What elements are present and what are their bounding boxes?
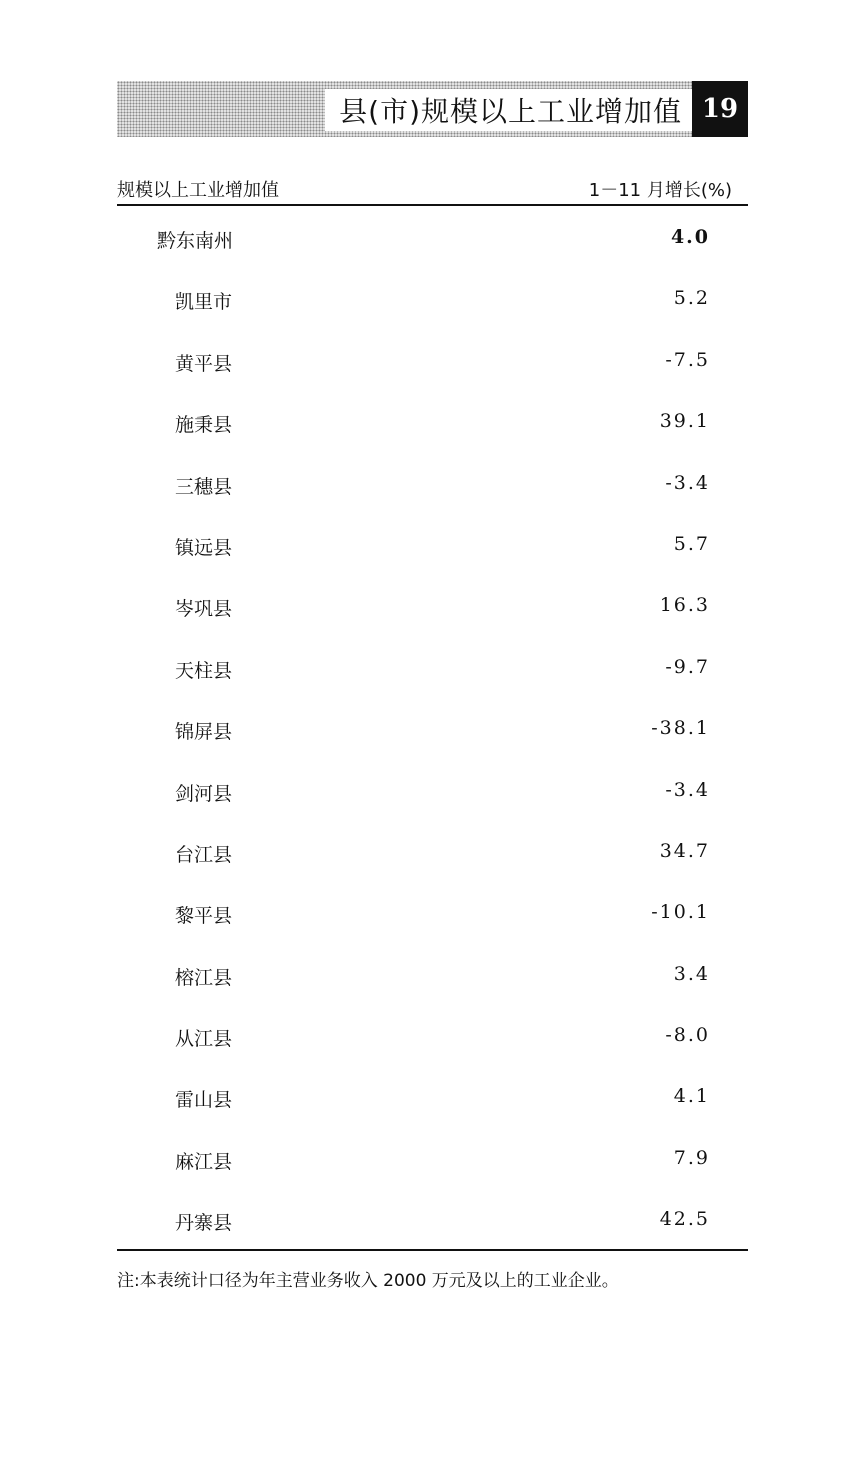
page-title: 县(市)规模以上工业增加值 [339, 95, 682, 128]
region-name: 施秉县 [175, 414, 233, 437]
table-row [117, 454, 748, 515]
growth-value: 5.2 [673, 287, 710, 310]
table-column-header [117, 172, 748, 202]
growth-value: 4.1 [673, 1085, 710, 1108]
growth-value: -10.1 [651, 901, 710, 924]
region-name: 雷山县 [175, 1089, 233, 1112]
growth-value: 7.9 [673, 1146, 710, 1169]
table-row [117, 576, 748, 637]
section-header [117, 81, 748, 137]
table-row [117, 208, 748, 269]
growth-value: 5.7 [673, 532, 710, 555]
table-bottom-rule [117, 1249, 748, 1251]
region-name: 天柱县 [175, 659, 233, 682]
region-name: 从江县 [175, 1028, 233, 1051]
region-name: 黄平县 [175, 352, 233, 375]
table-row [117, 822, 748, 883]
region-name: 凯里市 [175, 291, 233, 314]
header-title-box [325, 89, 692, 131]
table-row [117, 1067, 748, 1128]
growth-value: -7.5 [665, 348, 710, 371]
table-row [117, 331, 748, 392]
table-top-rule [117, 204, 748, 206]
table-footnote: 注:本表统计口径为年主营业务收入 2000 万元及以上的工业企业。 [117, 1271, 619, 1291]
region-name: 台江县 [175, 843, 233, 866]
region-name: 丹寨县 [175, 1212, 233, 1235]
region-name: 三穗县 [175, 475, 233, 498]
page-number-badge [692, 81, 748, 137]
table-row [117, 945, 748, 1006]
table-row [117, 883, 748, 944]
growth-value: 42.5 [659, 1208, 710, 1231]
growth-value: -38.1 [651, 717, 710, 740]
table-row [117, 515, 748, 576]
region-name: 锦屏县 [175, 721, 233, 744]
growth-value: 39.1 [659, 410, 710, 433]
region-name: 剑河县 [175, 782, 233, 805]
table-body [117, 208, 748, 1252]
table-row [117, 392, 748, 453]
growth-value: 3.4 [673, 962, 710, 985]
growth-value: 16.3 [659, 594, 710, 617]
table-row [117, 761, 748, 822]
column-header-indicator: 规模以上工业增加值 [117, 180, 279, 201]
table-row [117, 1006, 748, 1067]
growth-value: 34.7 [659, 839, 710, 862]
region-name: 岑巩县 [175, 598, 233, 621]
column-header-growth: 1－11 月增长(%) [588, 180, 732, 201]
region-name: 榕江县 [175, 966, 233, 989]
table-row [117, 1129, 748, 1190]
table-row [117, 638, 748, 699]
table-row [117, 269, 748, 330]
region-name: 麻江县 [175, 1150, 233, 1173]
table-row [117, 699, 748, 760]
page-number: 19 [701, 94, 739, 124]
region-name: 黎平县 [175, 905, 233, 928]
growth-value: -9.7 [665, 655, 710, 678]
table-row [117, 1190, 748, 1251]
growth-value: -3.4 [665, 778, 710, 801]
region-name: 镇远县 [175, 536, 233, 559]
growth-value: -8.0 [665, 1024, 710, 1047]
region-name: 黔东南州 [157, 230, 234, 252]
growth-value: -3.4 [665, 471, 710, 494]
growth-value: 4.0 [670, 226, 710, 248]
